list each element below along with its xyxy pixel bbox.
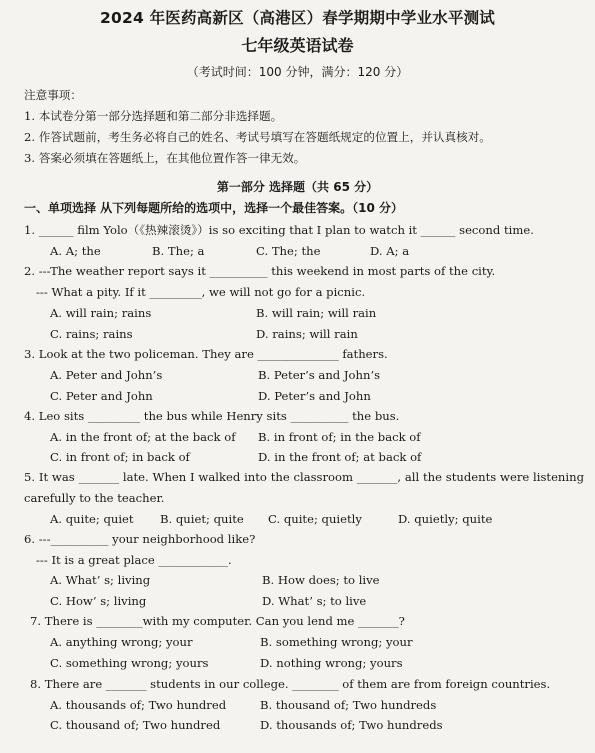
option: B. How does; to live <box>262 573 380 587</box>
question-stem: 3. Look at the two policeman. They are ______________ fathers. <box>24 347 388 361</box>
option: B. in front of; in the back of <box>258 430 421 444</box>
option: B. Peter’s and John’s <box>258 368 381 382</box>
option: D. nothing wrong; yours <box>260 656 403 670</box>
option: C. How’ s; living <box>50 594 147 608</box>
question-stem: carefully to the teacher. <box>24 491 165 505</box>
option: B. thousand of; Two hundreds <box>260 698 437 712</box>
option: B. quiet; quite <box>160 512 244 526</box>
option: B. The; a <box>152 244 205 258</box>
question-stem: 1. ______ film Yolo（《热辣滚烫》）is so exciting that I plan to watch it ______ second time. <box>24 223 534 237</box>
option: A. will rain; rains <box>50 306 152 320</box>
option: A. in the front of; at the back of <box>50 430 236 444</box>
question-stem: --- What a pity. If it _________, we will not go for a picnic. <box>36 285 366 299</box>
option: D. thousands of; Two hundreds <box>260 718 443 732</box>
question-stem: 6. ---__________ your neighborhood like? <box>24 532 256 546</box>
question-stem: 2. ---The weather report says it __________ this weekend in most parts of the city. <box>24 264 496 278</box>
option: A. thousands of; Two hundred <box>50 698 227 712</box>
option: A. A; the <box>50 244 101 258</box>
notice-item: 3. 答案必须填在答题纸上，在其他位置作答一律无效。 <box>24 151 306 165</box>
exam-subtitle: 七年级英语试卷 <box>241 36 354 55</box>
option: C. The; the <box>256 244 321 258</box>
option: B. will rain; will rain <box>256 306 377 320</box>
option: D. in the front of; at back of <box>258 450 422 464</box>
notice-item: 1. 本试卷分第一部分选择题和第二部分非选择题。 <box>24 109 283 123</box>
option: B. something wrong; your <box>260 635 413 649</box>
option: A. anything wrong; your <box>50 635 193 649</box>
question-stem: 4. Leo sits _________ the bus while Henry sits __________ the bus. <box>24 409 400 423</box>
option: A. quite; quiet <box>50 512 134 526</box>
option: D. A; a <box>370 244 410 258</box>
part-heading: 一、单项选择 从下列每题所给的选项中，选择一个最佳答案。（10 分） <box>24 201 404 215</box>
option: D. quietly; quite <box>398 512 493 526</box>
option: A. Peter and John’s <box>50 368 163 382</box>
question-stem: 8. There are _______ students in our college. ________ of them are from foreign countries. <box>30 677 551 691</box>
option: D. rains; will rain <box>256 327 358 341</box>
option: C. rains; rains <box>50 327 133 341</box>
exam-info: （考试时间：100 分钟，满分：120 分） <box>186 65 409 79</box>
option: A. What’ s; living <box>50 573 151 587</box>
question-stem: --- It is a great place ____________. <box>36 553 232 567</box>
section-title: 第一部分 选择题（共 65 分） <box>216 180 379 194</box>
option: C. in front of; in back of <box>50 450 190 464</box>
option: C. quite; quietly <box>268 512 362 526</box>
option: C. Peter and John <box>50 389 153 403</box>
question-stem: 7. There is ________with my computer. Can you lend me _______? <box>30 614 405 628</box>
option: D. Peter’s and John <box>258 389 371 403</box>
exam-title: 2024 年医药高新区（高港区）春学期期中学业水平测试 <box>100 9 495 27</box>
option: D. What’ s; to live <box>262 594 367 608</box>
question-stem: 5. It was _______ late. When I walked into the classroom _______, all the students were listening <box>24 470 584 484</box>
notice-heading: 注意事项： <box>24 88 82 102</box>
notice-item: 2. 作答试题前，考生务必将自己的姓名、考试号填写在答题纸规定的位置上，并认真核对。 <box>24 130 491 144</box>
option: C. thousand of; Two hundred <box>50 718 221 732</box>
option: C. something wrong; yours <box>50 656 209 670</box>
